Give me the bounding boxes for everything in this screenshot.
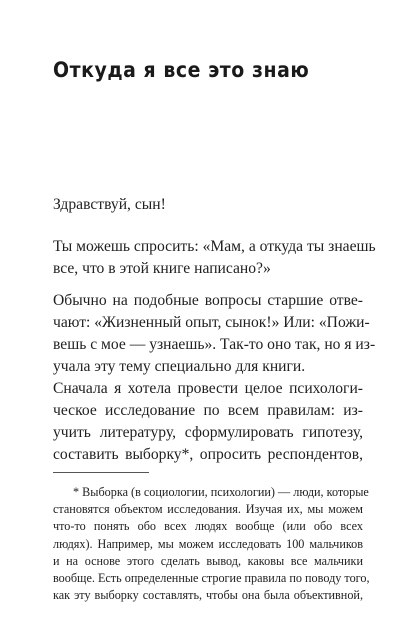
paragraph-question bbox=[53, 236, 376, 280]
text-line: Ты можешь спросить: «Мам, а откуда ты знаешь bbox=[53, 238, 376, 255]
text-line: ческое исследование по всем правилам: из- bbox=[53, 402, 363, 419]
footnote-line: становятся объектом исследования. Изучая их, мы можем bbox=[53, 502, 363, 517]
text-line: Обычно на подобные вопросы старшие отве- bbox=[53, 292, 363, 309]
text-line: составить выборку*, опросить респондентов, bbox=[53, 446, 363, 463]
footnote-line: и на основе этого сделать вывод, каковы все мальчики bbox=[53, 553, 363, 568]
paragraph-answer bbox=[53, 290, 376, 378]
text-line: учить литературу, сформулировать гипотезу, bbox=[53, 424, 363, 441]
footnote-line: * Выборка (в социологии, психологии) — люди, которые bbox=[73, 485, 369, 499]
footnote-line: как эту выборку составлять, чтобы она была объективной, bbox=[53, 588, 363, 603]
text-line: все, что в этой книге написано?» bbox=[53, 260, 271, 277]
greeting-line: Здравствуй, сын! bbox=[53, 196, 166, 213]
footnote-line: что-то понять обо всех людях вообще (или обо всех bbox=[53, 519, 363, 534]
footnote-separator bbox=[53, 472, 149, 473]
text-line: чают: «Жизненный опыт, сынок!» Или: «Пожи- bbox=[53, 314, 370, 331]
footnote-line: вообще. Есть определенные строгие правила по поводу того, bbox=[53, 571, 370, 586]
text-line: Сначала я хотела провести целое психологи- bbox=[53, 380, 363, 397]
chapter-title: Откуда я все это знаю bbox=[53, 58, 310, 82]
text-line: вешь с мое — узнаешь». Так-то оно так, но я из- bbox=[53, 336, 376, 353]
footnote bbox=[53, 484, 370, 604]
footnote-line: людях). Например, мы можем исследовать 100 мальчиков bbox=[53, 536, 363, 551]
greeting-paragraph bbox=[53, 194, 363, 216]
text-line: учала эту тему специально для книги. bbox=[53, 358, 306, 375]
paragraph-research bbox=[53, 378, 363, 466]
